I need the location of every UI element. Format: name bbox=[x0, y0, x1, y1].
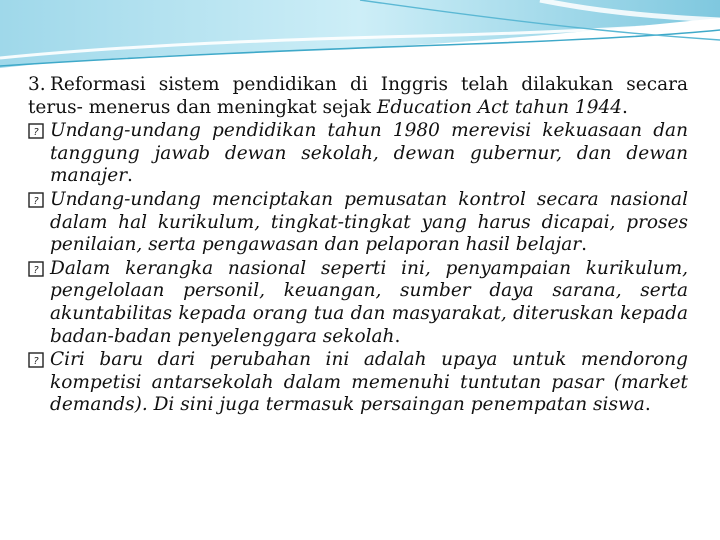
bullet-placeholder-icon bbox=[28, 192, 44, 208]
svg-text:?: ? bbox=[33, 264, 39, 276]
bullet-text: Dalam kerangka nasional seperti ini, penyampaian kurikulum, pengelolaan personil, keuangan, sumber daya sarana, serta akuntabilitas kepada orang tua dan masyarakat, diteruskan kepada badan-badan penyelenggara sekolah bbox=[50, 257, 688, 347]
bullet-item: ? Dalam kerangka nasional seperti ini, penyampaian kurikulum, pengelolaan personil, keuangan, sumber daya sarana, serta akuntabilitas kepada orang tua dan masyarakat, diteruskan kepada badan-badan penyelenggara sekolah. bbox=[28, 258, 688, 348]
bullet-item: ? Ciri baru dari perubahan ini adalah upaya untuk mendorong kompetisi antarsekolah dalam memenuhi tuntutan pasar (market demands). Di sini juga termasuk persaingan penempatan siswa. bbox=[28, 349, 688, 417]
bullet-placeholder-icon bbox=[28, 123, 44, 139]
bullet-item: ? Undang-undang pendidikan tahun 1980 merevisi kekuasaan dan tanggung jawab dewan sekolah, dewan gubernur, dan dewan manajer. bbox=[28, 120, 688, 188]
bullet-text: Undang-undang pendidikan tahun 1980 merevisi kekuasaan dan tanggung jawab dewan sekolah, dewan gubernur, dan dewan manajer bbox=[50, 120, 688, 187]
bullet-placeholder-icon bbox=[28, 352, 44, 368]
svg-text:?: ? bbox=[33, 127, 39, 139]
point-number: 3. bbox=[28, 74, 46, 95]
bullet-item: ? Undang-undang menciptakan pemusatan kontrol secara nasional dalam hal kurikulum, tingkat-tingkat yang harus dicapai, proses penilaian, serta pengawasan dan pelaporan hasil belajar. bbox=[28, 189, 688, 257]
numbered-point bbox=[28, 74, 688, 119]
point-text: Reformasi sistem pendidikan di Inggris telah dilakukan secara terus- menerus dan meningkat sejak bbox=[28, 74, 688, 118]
bullet-text: Undang-undang menciptakan pemusatan kontrol secara nasional dalam hal kurikulum, tingkat-tingkat yang harus dicapai, proses penilaian, serta pengawasan dan pelaporan hasil belajar bbox=[50, 188, 688, 256]
svg-text:?: ? bbox=[33, 356, 39, 368]
bullet-placeholder-icon bbox=[28, 261, 44, 277]
header-wave-decoration bbox=[0, 0, 720, 80]
slide-body bbox=[28, 74, 688, 418]
point-emphasis: Education Act tahun 1944 bbox=[376, 96, 623, 118]
bullet-text: Ciri baru dari perubahan ini adalah upaya untuk mendorong kompetisi antarsekolah dalam memenuhi tuntutan pasar (market demands). Di sini juga termasuk persaingan penempatan siswa bbox=[50, 349, 688, 416]
svg-text:?: ? bbox=[33, 195, 39, 207]
point-end: . bbox=[622, 96, 628, 118]
